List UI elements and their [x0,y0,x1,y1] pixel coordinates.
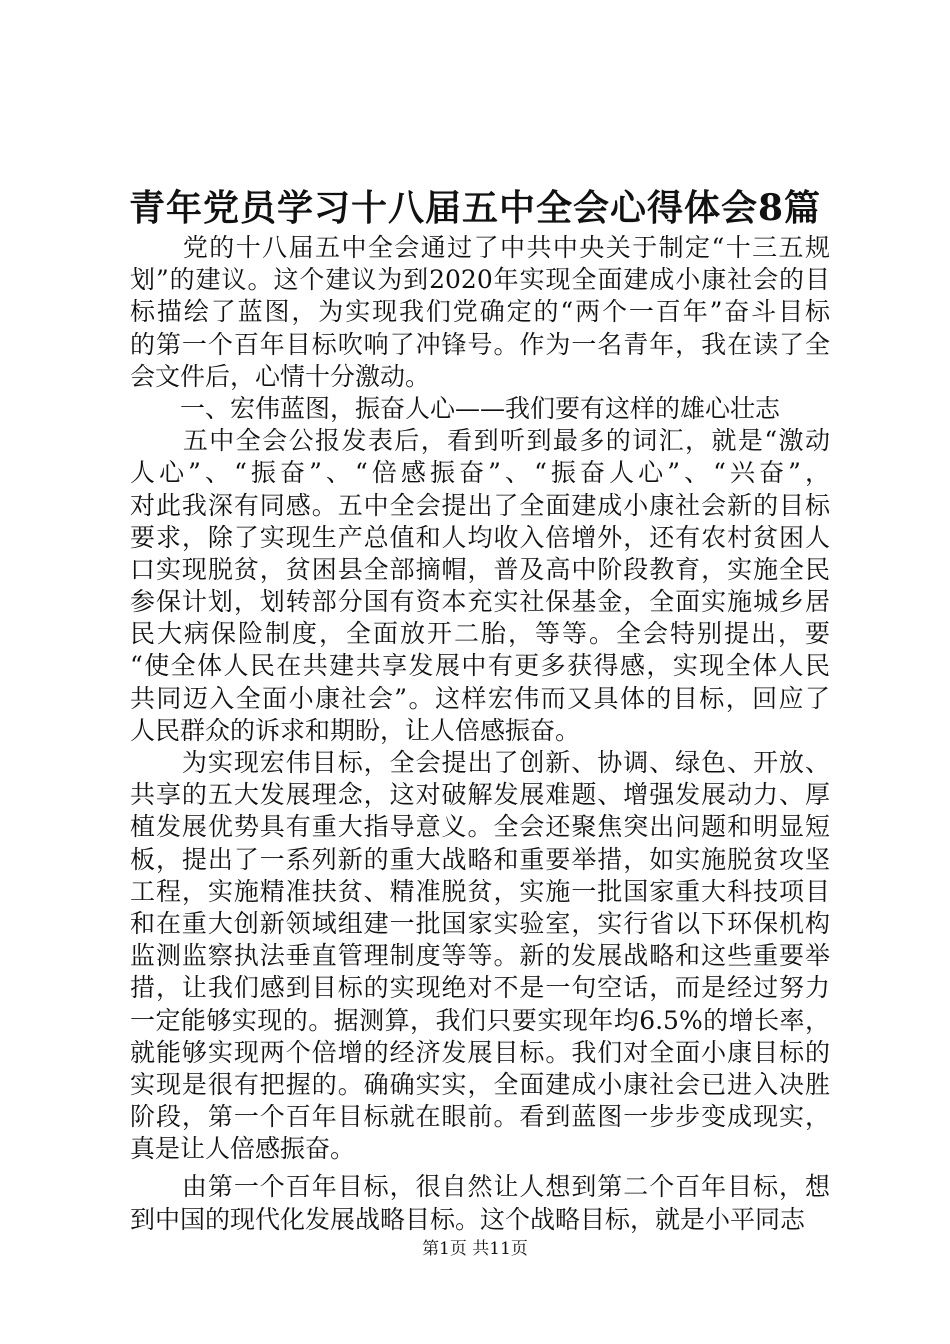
paragraph-line: 共享的五大发展理念，这对破解发展难题、增强发展动力、厚 [130,780,830,810]
paragraph-line: 的第一个百年目标吹响了冲锋号。作为一名青年，我在读了全 [130,329,830,359]
paragraph-line: 监测监察执法垂直管理制度等等。新的发展战略和这些重要举 [130,941,830,971]
paragraph-line: 到中国的现代化发展战略目标。这个战略目标，就是小平同志 [130,1204,806,1234]
paragraph-line: 共同迈入全面小康社会”。这样宏伟而又具体的目标，回应了 [130,683,830,713]
document-body [130,232,830,1236]
paragraph-line: 就能够实现两个倍增的经济发展目标。我们对全面小康目标的 [130,1037,830,1067]
paragraph-line: 措，让我们感到目标的实现绝对不是一句空话，而是经过努力 [130,973,830,1003]
paragraph-line: 一、宏伟蓝图，振奋人心——我们要有这样的雄心壮志 [130,393,781,423]
paragraph-line: 对此我深有同感。五中全会提出了全面建成小康社会新的目标 [130,490,830,520]
paragraph-line: 会文件后，心情十分激动。 [130,361,431,391]
paragraph-line: 要求，除了实现生产总值和人均收入倍增外，还有农村贫困人 [130,522,830,552]
paragraph-line: 一定能够实现的。据测算，我们只要实现年均6.5%的增长率， [130,1005,830,1035]
paragraph-line: 五中全会公报发表后，看到听到最多的词汇，就是“激动 [130,426,830,456]
paragraph-line: 人民群众的诉求和期盼，让人倍感振奋。 [130,715,581,745]
paragraph [130,393,830,425]
paragraph-line: 人心”、“振奋”、“倍感振奋”、“振奋人心”、“兴奋”， [130,458,830,488]
paragraph-line: 民大病保险制度，全面放开二胎，等等。全会特别提出，要 [130,619,830,649]
paragraph-line: 真是让人倍感振奋。 [130,1134,356,1164]
paragraph-line: “使全体人民在共建共享发展中有更多获得感，实现全体人民 [130,651,830,681]
paragraph-line: 和在重大创新领域组建一批国家实验室，实行省以下环保机构 [130,908,830,938]
document-title: 青年党员学习十八届五中全会心得体会8篇 [128,187,822,229]
paragraph-line: 阶段，第一个百年目标就在眼前。看到蓝图一步步变成现实， [130,1102,830,1132]
paragraph-line: 标描绘了蓝图，为实现我们党确定的“两个一百年”奋斗目标 [130,297,830,327]
paragraph-line: 划”的建议。这个建议为到2020年实现全面建成小康社会的目 [130,265,830,295]
paragraph [130,232,830,393]
paragraph-line: 党的十八届五中全会通过了中共中央关于制定“十三五规 [130,233,830,262]
paragraph-line: 实现是很有把握的。确确实实，全面建成小康社会已进入决胜 [130,1069,830,1099]
paragraph-line: 口实现脱贫，贫困县全部摘帽，普及高中阶段教育，实施全民 [130,554,830,584]
page-footer: 第1页 共11页 [422,1239,528,1259]
paragraph-line: 板，提出了一系列新的重大战略和重要举措，如实施脱贫攻坚 [130,844,830,874]
paragraph-line: 植发展优势具有重大指导意义。全会还聚焦突出问题和明显短 [130,812,830,842]
paragraph-line: 为实现宏伟目标，全会提出了创新、协调、绿色、开放、 [130,748,830,777]
paragraph-line: 参保计划，划转部分国有资本充实社保基金，全面实施城乡居 [130,587,830,617]
paragraph [130,1171,830,1235]
paragraph [130,425,830,747]
paragraph-line: 工程，实施精准扶贫、精准脱贫，实施一批国家重大科技项目 [130,876,830,906]
paragraph-line: 由第一个百年目标，很自然让人想到第二个百年目标，想 [130,1172,830,1202]
paragraph [130,747,830,1165]
